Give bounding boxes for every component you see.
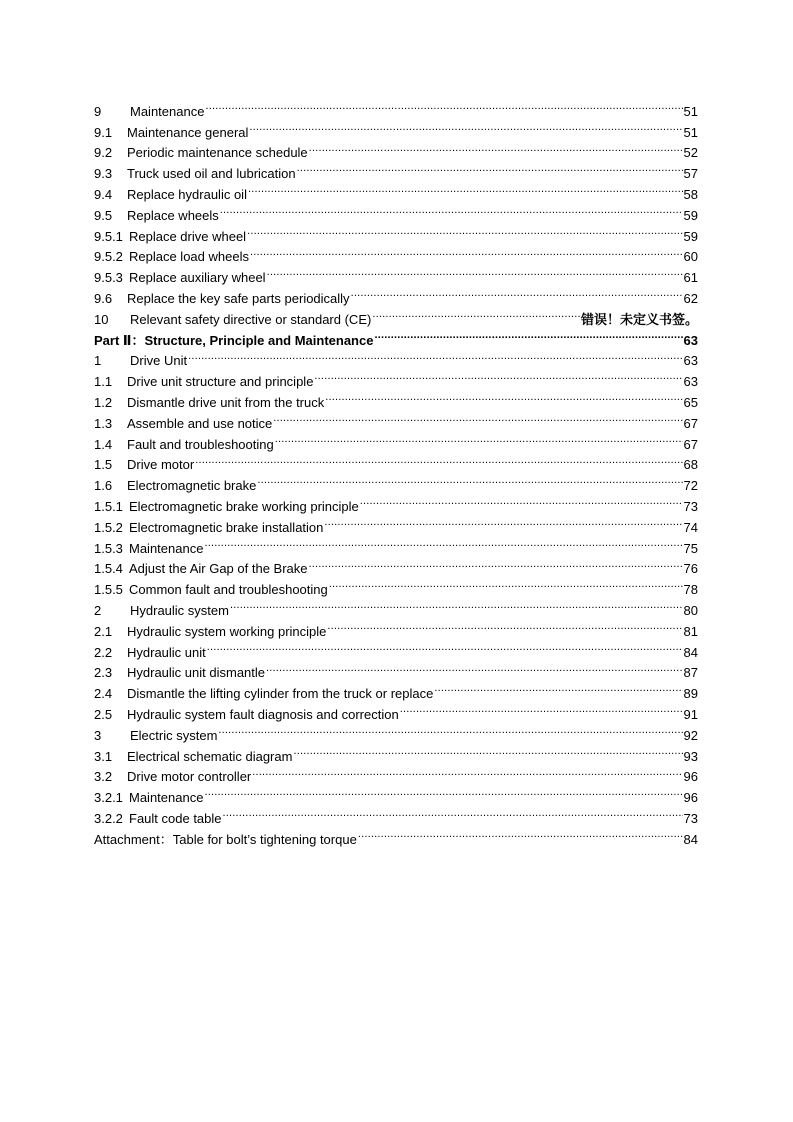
toc-entry-title: Electromagnetic brake working principle [129, 498, 359, 514]
toc-entry[interactable] [94, 95, 698, 119]
toc-entry-page: 51 [683, 103, 698, 119]
toc-dot-leader [266, 657, 683, 678]
toc-entry-number: 9 [94, 103, 102, 119]
toc-entry-page: 87 [683, 665, 698, 681]
toc-entry-page: 92 [683, 727, 698, 743]
toc-entry-title: Drive motor [127, 457, 195, 473]
toc-entry-title: Maintenance [129, 540, 204, 556]
toc-dot-leader [223, 802, 683, 823]
toc-entry-title: Electromagnetic brake [127, 478, 257, 494]
toc-dot-leader [351, 282, 683, 303]
toc-dot-leader [257, 469, 682, 490]
toc-entry-page: 52 [683, 145, 698, 161]
toc-entry-page: 84 [683, 644, 698, 660]
toc-dot-leader [329, 573, 683, 594]
toc-entry-page: 58 [683, 186, 698, 202]
toc-entry-title: Hydraulic unit [127, 644, 206, 660]
toc-dot-leader [309, 553, 683, 574]
toc-entry-title: Hydraulic system working principle [127, 623, 327, 639]
toc-entry-title: Drive Unit [130, 353, 188, 369]
toc-entry-page: 63 [683, 332, 698, 348]
toc-entry-number: 2.2 [94, 644, 113, 660]
toc-entry-number: 1.4 [94, 436, 113, 452]
toc-entry-title: Truck used oil and lubrication [127, 166, 296, 182]
toc-dot-leader [358, 823, 683, 844]
toc-entry-page: 84 [683, 831, 698, 847]
toc-dot-leader [324, 511, 682, 532]
toc-entry-title: Assemble and use notice [127, 415, 273, 431]
toc-entry-number: 3 [94, 727, 102, 743]
toc-entry-number: 1.5.2 [94, 519, 123, 535]
toc-entry-page: 63 [683, 353, 698, 369]
toc-entry-number: 1.2 [94, 394, 113, 410]
toc-entry-title: Common fault and troubleshooting [129, 582, 328, 598]
toc-entry-page: 63 [683, 374, 698, 390]
toc-entry-number: 1.5 [94, 457, 113, 473]
toc-entry-number: 2.1 [94, 623, 113, 639]
toc-entry-page: 96 [683, 769, 698, 785]
toc-dot-leader [273, 407, 682, 428]
toc-entry-page: 60 [683, 249, 698, 265]
toc-entry-title: Electrical schematic diagram [127, 748, 293, 764]
toc-entry-number: 1.6 [94, 478, 113, 494]
toc-dot-leader [248, 178, 683, 199]
toc-entry-title: Relevant safety directive or standard (CE) [130, 311, 372, 327]
toc-entry-title: Maintenance general [127, 124, 249, 140]
toc-entry-page: 72 [683, 478, 698, 494]
toc-entry-title: Hydraulic system fault diagnosis and correction [127, 706, 399, 722]
toc-entry-title: Replace the key safe parts periodically [127, 290, 350, 306]
toc-entry-page: 73 [683, 810, 698, 826]
toc-entry-page: 62 [683, 290, 698, 306]
toc-entry-title: Replace hydraulic oil [127, 186, 247, 202]
toc-entry-page: 67 [683, 436, 698, 452]
toc-entry-title: Adjust the Air Gap of the Brake [129, 561, 308, 577]
toc-entry-number: 1.5.1 [94, 498, 123, 514]
toc-entry-page: 96 [683, 790, 698, 806]
toc-dot-leader [247, 220, 682, 241]
toc-entry-page: 80 [683, 602, 698, 618]
toc-entry-number: 9.4 [94, 186, 113, 202]
toc-dot-leader [230, 594, 683, 615]
toc-entry-title: Fault code table [129, 810, 222, 826]
toc-entry-title: Fault and troubleshooting [127, 436, 274, 452]
toc-entry-title: Drive unit structure and principle [127, 374, 314, 390]
toc-entry-number: 1.3 [94, 415, 113, 431]
toc-entry-title: Drive motor controller [127, 769, 252, 785]
toc-entry-title: Dismantle drive unit from the truck [127, 394, 325, 410]
toc-entry-title: Dismantle the lifting cylinder from the truck or replace [127, 686, 434, 702]
toc-entry-page: 89 [683, 686, 698, 702]
toc-entry-title: Electric system [130, 727, 218, 743]
toc-entry-number: 3.2.2 [94, 810, 123, 826]
toc-entry-number: 3.2 [94, 769, 113, 785]
toc-entry-title: Replace drive wheel [129, 228, 247, 244]
toc-entry-title: Maintenance [130, 103, 205, 119]
toc-entry-title: Attachment：Table for bolt’s tightening torque [94, 831, 357, 847]
toc-entry-number: 2.5 [94, 706, 113, 722]
toc-entry-number: 3.2.1 [94, 790, 123, 806]
toc-dot-leader [293, 740, 682, 761]
toc-dot-leader [372, 303, 580, 324]
toc-entry-page: 93 [683, 748, 698, 764]
toc-entry-number: 3.1 [94, 748, 113, 764]
toc-entry-page: 65 [683, 394, 698, 410]
toc-entry-page: 73 [683, 498, 698, 514]
toc-entry-number: 9.2 [94, 145, 113, 161]
toc-entry-number: 1.1 [94, 374, 113, 390]
toc-entry-page: 67 [683, 415, 698, 431]
toc-dot-leader [297, 157, 683, 178]
toc-entry-page: 51 [683, 124, 698, 140]
toc-entry-number: 9.6 [94, 290, 113, 306]
toc-dot-leader [195, 449, 682, 470]
toc-dot-leader [400, 698, 683, 719]
toc-entry-page: 81 [683, 623, 698, 639]
toc-entry-title: Periodic maintenance schedule [127, 145, 308, 161]
toc-dot-leader [218, 719, 682, 740]
toc-entry-number: 10 [94, 311, 109, 327]
toc-dot-leader [360, 490, 683, 511]
toc-entry-number: 9.1 [94, 124, 113, 140]
toc-entry-title: Maintenance [129, 790, 204, 806]
toc-dot-leader [267, 261, 683, 282]
toc-dot-leader [204, 781, 682, 802]
toc-dot-leader [314, 365, 682, 386]
toc-dot-leader [252, 761, 682, 782]
toc-entry-page: 59 [683, 207, 698, 223]
toc-entry-title: Replace wheels [127, 207, 219, 223]
toc-entry-number: 9.5.1 [94, 228, 123, 244]
toc-dot-leader [275, 428, 683, 449]
toc-dot-leader [205, 95, 682, 116]
toc-entry-number: 9.5 [94, 207, 113, 223]
toc-entry-number: 1.5.5 [94, 582, 123, 598]
toc-dot-leader [188, 345, 682, 366]
toc-entry-page: 61 [683, 270, 698, 286]
toc-entry-number: 9.3 [94, 166, 113, 182]
toc-entry-page: 78 [683, 582, 698, 598]
toc-entry-page: 59 [683, 228, 698, 244]
toc-entry-page: 75 [683, 540, 698, 556]
toc-entry-title: Electromagnetic brake installation [129, 519, 324, 535]
toc-entry-number: 2 [94, 602, 102, 618]
toc-dot-leader [374, 324, 682, 345]
toc-entry-number: 2.3 [94, 665, 113, 681]
toc-entry-page: 91 [683, 706, 698, 722]
toc-dot-leader [434, 677, 682, 698]
toc-entry-page: 57 [683, 166, 698, 182]
toc-entry-title: Hydraulic unit dismantle [127, 665, 266, 681]
toc-entry-title: Part Ⅱ：Structure, Principle and Maintenance [94, 332, 374, 348]
toc-entry-page: 68 [683, 457, 698, 473]
toc-entry-title: Replace auxiliary wheel [129, 270, 266, 286]
toc-entry-number: 2.4 [94, 686, 113, 702]
toc-dot-leader [204, 532, 682, 553]
toc-dot-leader [250, 241, 683, 262]
toc-entry-number: 9.5.2 [94, 249, 123, 265]
toc-entry-title: Hydraulic system [130, 602, 229, 618]
table-of-contents [94, 95, 698, 847]
toc-entry-page: 76 [683, 561, 698, 577]
toc-dot-leader [309, 137, 683, 158]
toc-dot-leader [325, 386, 682, 407]
toc-dot-leader [249, 116, 682, 137]
toc-entry-number: 1 [94, 353, 102, 369]
toc-entry-page: 错误！未定义书签。 [580, 312, 698, 328]
toc-entry-title: Replace load wheels [129, 249, 249, 265]
toc-entry-number: 9.5.3 [94, 270, 123, 286]
toc-dot-leader [207, 636, 683, 657]
toc-entry-number: 1.5.3 [94, 540, 123, 556]
toc-entry-number: 1.5.4 [94, 561, 123, 577]
toc-dot-leader [220, 199, 683, 220]
toc-dot-leader [327, 615, 682, 636]
toc-entry-page: 74 [683, 519, 698, 535]
